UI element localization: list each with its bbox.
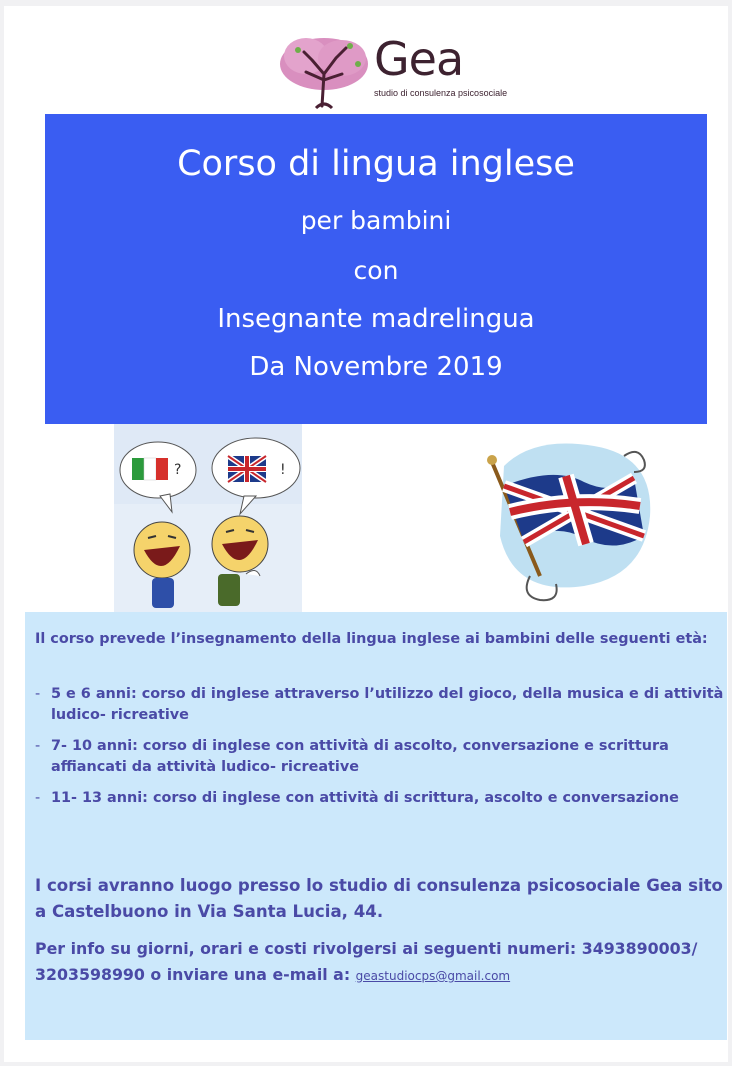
list-item: - 7- 10 anni: corso di inglese con attività di ascolto, conversazione e scrittura affiancati da attività ludico- ricreative <box>35 738 669 775</box>
email-link[interactable]: geastudiocps@gmail.com <box>355 969 511 983</box>
intro-paragraph: Il corso prevede l’insegnamento della lingua inglese ai bambini delle seguenti età: <box>35 631 708 647</box>
uk-flag-illustration <box>474 426 662 614</box>
location-paragraph: I corsi avranno luogo presso lo studio di consulenza psicosociale Gea sito a Castelbuono in Via Santa Lucia, 44. <box>35 876 723 921</box>
banner-line-teacher: Insegnante madrelingua <box>217 304 535 334</box>
title-banner <box>45 114 707 424</box>
contact-paragraph <box>35 936 725 989</box>
flyer-page <box>4 6 728 1062</box>
logo-name: Gea <box>374 32 464 86</box>
banner-line-with: con <box>353 256 399 285</box>
list-item: - 11- 13 anni: corso di inglese con attività di scrittura, ascolto e conversazione <box>35 790 679 806</box>
banner-line-date: Da Novembre 2019 <box>249 352 503 382</box>
kids-talking-illustration <box>114 424 302 614</box>
list-item-text: 5 e 6 anni: corso di inglese attraverso l’utilizzo del gioco, della musica e di attività ludico- ricreative <box>51 686 724 723</box>
course-title: Corso di lingua inglese <box>177 144 575 184</box>
svg-text:?: ? <box>174 462 182 478</box>
list-item-text: 11- 13 anni: corso di inglese con attività di scrittura, ascolto e conversazione <box>51 790 679 806</box>
banner-line-audience: per bambini <box>300 206 452 235</box>
svg-text:!: ! <box>280 462 286 478</box>
logo-tagline: studio di consulenza psicosociale <box>374 88 508 98</box>
contact-text: Per info su giorni, orari e costi rivolgersi ai seguenti numeri: 3493890003/ 3203598990 o inviare una e-mail a: <box>35 939 698 984</box>
gea-logo <box>276 32 508 110</box>
age-group-list <box>35 684 725 819</box>
course-info-box <box>25 612 727 1040</box>
list-item: - 5 e 6 anni: corso di inglese attraverso l’utilizzo del gioco, della musica e di attività ludico- ricreative <box>35 686 724 723</box>
list-item-text: 7- 10 anni: corso di inglese con attività di ascolto, conversazione e scrittura affiancati da attività ludico- ricreative <box>51 738 669 775</box>
brain-tree-icon <box>276 34 374 110</box>
